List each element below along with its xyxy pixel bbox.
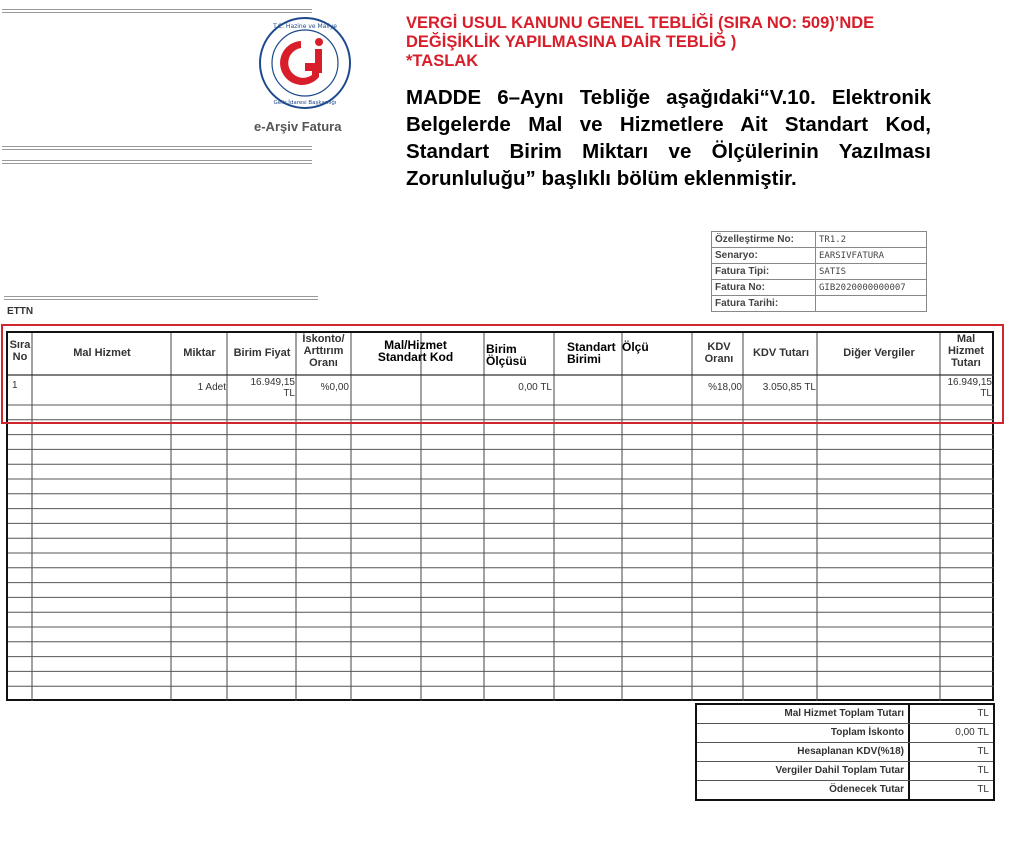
totals-value: TL — [977, 746, 989, 757]
info-row — [712, 264, 927, 280]
madde-text: MADDE 6–Aynı Tebliğe aşağıdaki“V.10. Elektronik Belgelerde Mal ve Hizmetlere Ait Standart Kod, Standart Birim Miktarı ve Ölçülerinin Yazılması Zorunluluğu” başlıklı bölüm eklenmiştir. — [406, 86, 931, 190]
totals-row — [697, 724, 993, 743]
row1-sira: 1 — [12, 380, 18, 391]
header-birim-fiyat: Birim Fiyat — [233, 347, 291, 359]
red-title-line-1: VERGİ USUL KANUNU GENEL TEBLİĞİ (SIRA NO: 509)’NDE — [406, 14, 875, 32]
row1-miktar: 1 Adet — [197, 382, 226, 393]
totals-label: Toplam İskonto — [697, 724, 910, 742]
header-iskonto: İskonto/ Arttırım Oranı — [302, 333, 345, 369]
totals-value: TL — [977, 784, 989, 795]
header-rule-low — [2, 160, 312, 164]
info-row — [712, 232, 927, 248]
header-rule-mid — [2, 146, 312, 150]
header-olcu: Ölçü — [622, 340, 649, 354]
info-label: Fatura Tarihi: — [712, 296, 816, 312]
info-row — [712, 296, 927, 312]
info-value — [816, 296, 927, 312]
totals-label: Hesaplanan KDV(%18) — [697, 743, 910, 761]
info-label: Fatura No: — [712, 280, 816, 296]
highlight-box — [1, 324, 1004, 424]
totals-value: TL — [977, 708, 989, 719]
info-value: TR1.2 — [816, 232, 927, 248]
header-birim-olcusu: Birim Ölçüsü — [486, 342, 527, 368]
totals-row — [697, 743, 993, 762]
totals-row — [697, 705, 993, 724]
gib-logo — [257, 15, 353, 111]
info-row — [712, 248, 927, 264]
totals-table — [695, 703, 995, 801]
info-label: Fatura Tipi: — [712, 264, 816, 280]
red-title-line-3: *TASLAK — [406, 52, 479, 70]
info-value: SATIS — [816, 264, 927, 280]
row1-mal-hizmet-tutari: 16.949,15 TL — [947, 377, 992, 399]
invoice-info-table — [711, 231, 927, 312]
totals-value: 0,00 TL — [955, 727, 989, 738]
info-label: Özelleştirme No: — [712, 232, 816, 248]
row1-birim-olcusu: 0,00 TL — [518, 382, 552, 393]
row1-birim-fiyat: 16.949,15 TL — [250, 377, 295, 399]
header-sira-no: Sıra No — [9, 339, 31, 363]
header-kdv-tutari: KDV Tutarı — [752, 347, 810, 359]
row1-iskonto: %0,00 — [320, 382, 349, 393]
totals-label: Ödenecek Tutar — [697, 781, 910, 799]
svg-text:T.C. Hazine ve Maliye: T.C. Hazine ve Maliye — [273, 23, 337, 30]
ettn-rule — [4, 296, 318, 300]
header-standart-kod: Mal/Hizmet Standart Kod — [377, 338, 454, 364]
totals-label: Vergiler Dahil Toplam Tutar — [697, 762, 910, 780]
info-row — [712, 280, 927, 296]
row1-kdv-orani: %18,00 — [708, 382, 742, 393]
header-kdv-orani: KDV Oranı — [704, 341, 734, 365]
header-standart-birimi: Standart Birimi — [567, 340, 616, 366]
info-value: GIB2020000000007 — [816, 280, 927, 296]
header-diger-vergiler: Diğer Vergiler — [843, 347, 915, 359]
row1-kdv-tutari: 3.050,85 TL — [762, 382, 816, 393]
totals-row — [697, 762, 993, 781]
header-mal-hizmet: Mal Hizmet — [73, 347, 131, 359]
ettn-label: ETTN — [7, 306, 34, 317]
header-rule-top — [2, 9, 312, 13]
notice-red-title — [406, 14, 966, 71]
svg-text:Gelir İdaresi Başkanlığı: Gelir İdaresi Başkanlığı — [273, 100, 337, 106]
totals-row — [697, 781, 993, 799]
header-miktar: Miktar — [183, 347, 216, 359]
info-label: Senaryo: — [712, 248, 816, 264]
header-mal-hizmet-tutari: Mal Hizmet Tutarı — [947, 333, 985, 369]
logo-caption: e-Arşiv Fatura — [254, 119, 342, 134]
totals-value: TL — [977, 765, 989, 776]
info-value: EARSIVFATURA — [816, 248, 927, 264]
red-title-line-2: DEĞİŞİKLİK YAPILMASINA DAİR TEBLİĞ ) — [406, 33, 737, 51]
totals-label: Mal Hizmet Toplam Tutarı — [697, 705, 910, 723]
